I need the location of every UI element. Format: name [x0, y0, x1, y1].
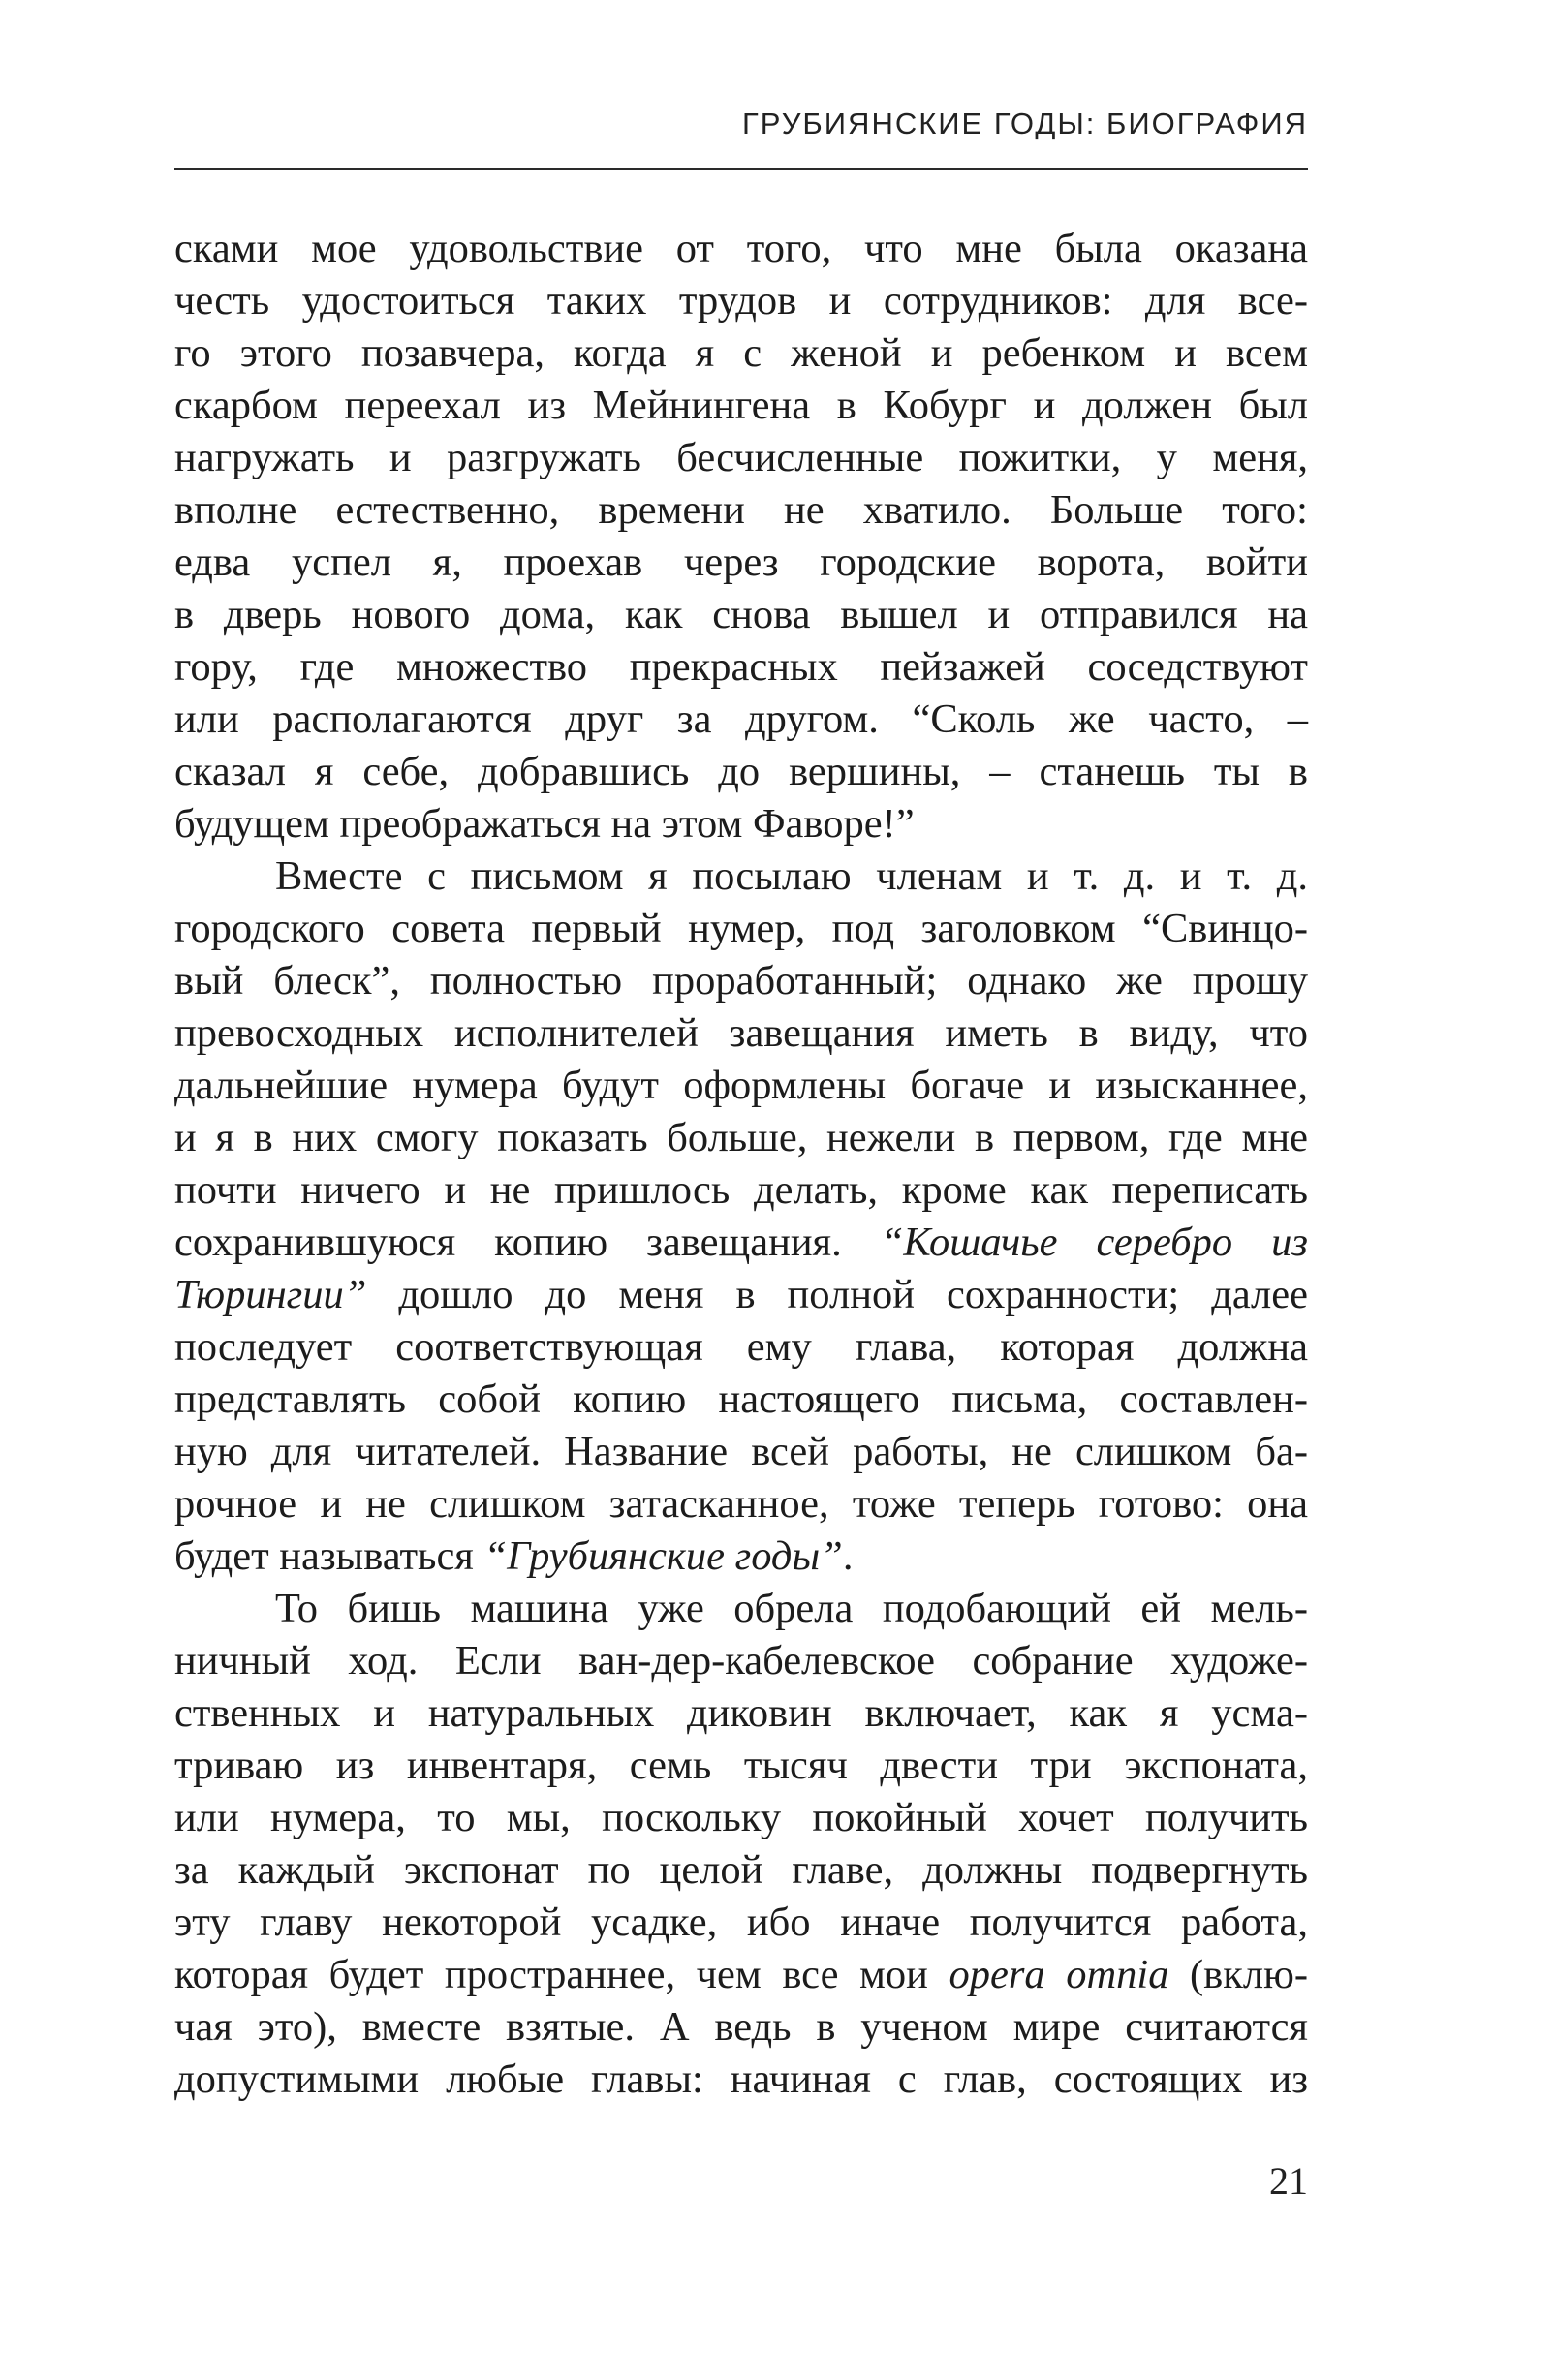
text-line: [174, 1007, 1308, 1060]
text-segment: дальнейшие нумера будут оформлены богаче и изысканнее,: [174, 1063, 1308, 1108]
text-segment: ничный ход. Если ван-дер-кабелевское собрание художе-: [174, 1638, 1308, 1684]
text-segment: эту главу некоторой усадке, ибо иначе получится работа,: [174, 1900, 1308, 1945]
text-line: [174, 2054, 1308, 2106]
text-line: [174, 850, 1308, 903]
text-line: [174, 1740, 1308, 1792]
text-segment: превосходных исполнителей завещания иметь в виду, что: [174, 1010, 1308, 1056]
text-segment: (вклю-: [1168, 1952, 1309, 1997]
text-line: [174, 1164, 1308, 1217]
text-line: [174, 1217, 1308, 1269]
running-head: ГРУБИЯНСКИЕ ГОДЫ: БИОГРАФИЯ: [741, 107, 1308, 140]
text-line: [174, 327, 1308, 380]
text-segment: вый блеск”, полностью проработанный; однако же прошу: [174, 958, 1308, 1004]
text-line: [174, 1060, 1308, 1112]
text-line: [174, 1949, 1308, 2001]
text-segment: представлять собой копию настоящего письма, составлен-: [174, 1376, 1308, 1422]
text-segment: Вместе с письмом я посылаю членам и т. д. и т. д.: [275, 853, 1308, 899]
text-line: [174, 484, 1308, 537]
page-number: 21: [1269, 2159, 1308, 2203]
text-line: [174, 1530, 1308, 1583]
text-line: [174, 746, 1308, 798]
text-line: [174, 903, 1308, 955]
text-line: [174, 380, 1308, 432]
text-segment: или нумера, то мы, поскольку покойный хочет получить: [174, 1795, 1308, 1840]
text-line: [174, 2001, 1308, 2054]
text-segment: будущем преображаться на этом Фаворе!”: [174, 801, 915, 847]
text-line: [174, 1321, 1308, 1374]
text-segment: или располагаются друг за другом. “Сколь же часто, –: [174, 696, 1308, 742]
text-line: [174, 1374, 1308, 1426]
text-line: [174, 432, 1308, 484]
text-segment: городского совета первый нумер, под заголовком “Свинцо-: [174, 906, 1308, 951]
text-line: [174, 641, 1308, 694]
text-segment: сказал я себе, добравшись до вершины, – станешь ты в: [174, 749, 1308, 794]
text-line: [174, 1583, 1308, 1635]
text-line: [174, 1687, 1308, 1740]
text-segment: едва успел я, проехав через городские ворота, войти: [174, 540, 1308, 585]
text-segment: сохранившуюся копию завещания.: [174, 1220, 881, 1265]
text-segment: вполне естественно, времени не хватило. Больше того:: [174, 487, 1308, 533]
text-segment: будет называться: [174, 1533, 484, 1579]
text-segment: сками мое удовольствие от того, что мне была оказана: [174, 226, 1308, 271]
text-line: [174, 955, 1308, 1007]
text-line: [174, 275, 1308, 327]
text-segment: .: [842, 1533, 854, 1579]
italic-text: Тюрингии”: [174, 1272, 367, 1317]
text-line: [174, 1426, 1308, 1478]
text-line: [174, 1112, 1308, 1164]
text-segment: скарбом переехал из Мейнингена в Кобург и должен был: [174, 383, 1308, 428]
italic-text: “Грубиянские годы”: [483, 1533, 843, 1579]
text-line: [174, 589, 1308, 641]
body-text: [174, 223, 1308, 2106]
text-segment: ную для читателей. Название всей работы, не слишком ба-: [174, 1429, 1308, 1474]
text-segment: честь удостоиться таких трудов и сотрудников: для все-: [174, 278, 1308, 324]
italic-text: “Кошачье серебро из: [880, 1220, 1308, 1265]
text-segment: почти ничего и не пришлось делать, кроме как переписать: [174, 1167, 1308, 1213]
text-line: [174, 1635, 1308, 1687]
text-line: [174, 1897, 1308, 1949]
header-rule: [174, 168, 1308, 170]
text-segment: чая это), вместе взятые. А ведь в ученом мире считаются: [174, 2004, 1308, 2050]
text-segment: рочное и не слишком затасканное, тоже теперь готово: она: [174, 1481, 1308, 1527]
text-segment: То бишь машина уже обрела подобающий ей мель-: [275, 1586, 1308, 1631]
text-segment: за каждый экспонат по целой главе, должны подвергнуть: [174, 1847, 1308, 1893]
text-segment: в дверь нового дома, как снова вышел и отправился на: [174, 592, 1308, 637]
text-segment: допустимыми любые главы: начиная с глав, состоящих из: [174, 2056, 1308, 2102]
text-line: [174, 223, 1308, 275]
text-segment: последует соответствующая ему глава, которая должна: [174, 1324, 1308, 1370]
text-line: [174, 537, 1308, 589]
text-line: [174, 1844, 1308, 1897]
italic-text: opera omnia: [949, 1952, 1169, 1997]
text-segment: дошло до меня в полной сохранности; далее: [366, 1272, 1308, 1317]
text-segment: и я в них смогу показать больше, нежели в первом, где мне: [174, 1115, 1308, 1160]
text-line: [174, 694, 1308, 746]
text-line: [174, 1478, 1308, 1530]
text-segment: которая будет пространнее, чем все мои: [174, 1952, 949, 1997]
text-segment: гору, где множество прекрасных пейзажей соседствуют: [174, 644, 1308, 690]
text-segment: ственных и натуральных диковин включает, как я усма-: [174, 1690, 1308, 1736]
text-segment: го этого позавчера, когда я с женой и ребенком и всем: [174, 330, 1308, 376]
text-line: [174, 1792, 1308, 1844]
text-segment: нагружать и разгружать бесчисленные пожитки, у меня,: [174, 435, 1308, 480]
text-line: [174, 1269, 1308, 1321]
text-line: [174, 798, 1308, 850]
text-segment: триваю из инвентаря, семь тысяч двести три экспоната,: [174, 1743, 1308, 1788]
